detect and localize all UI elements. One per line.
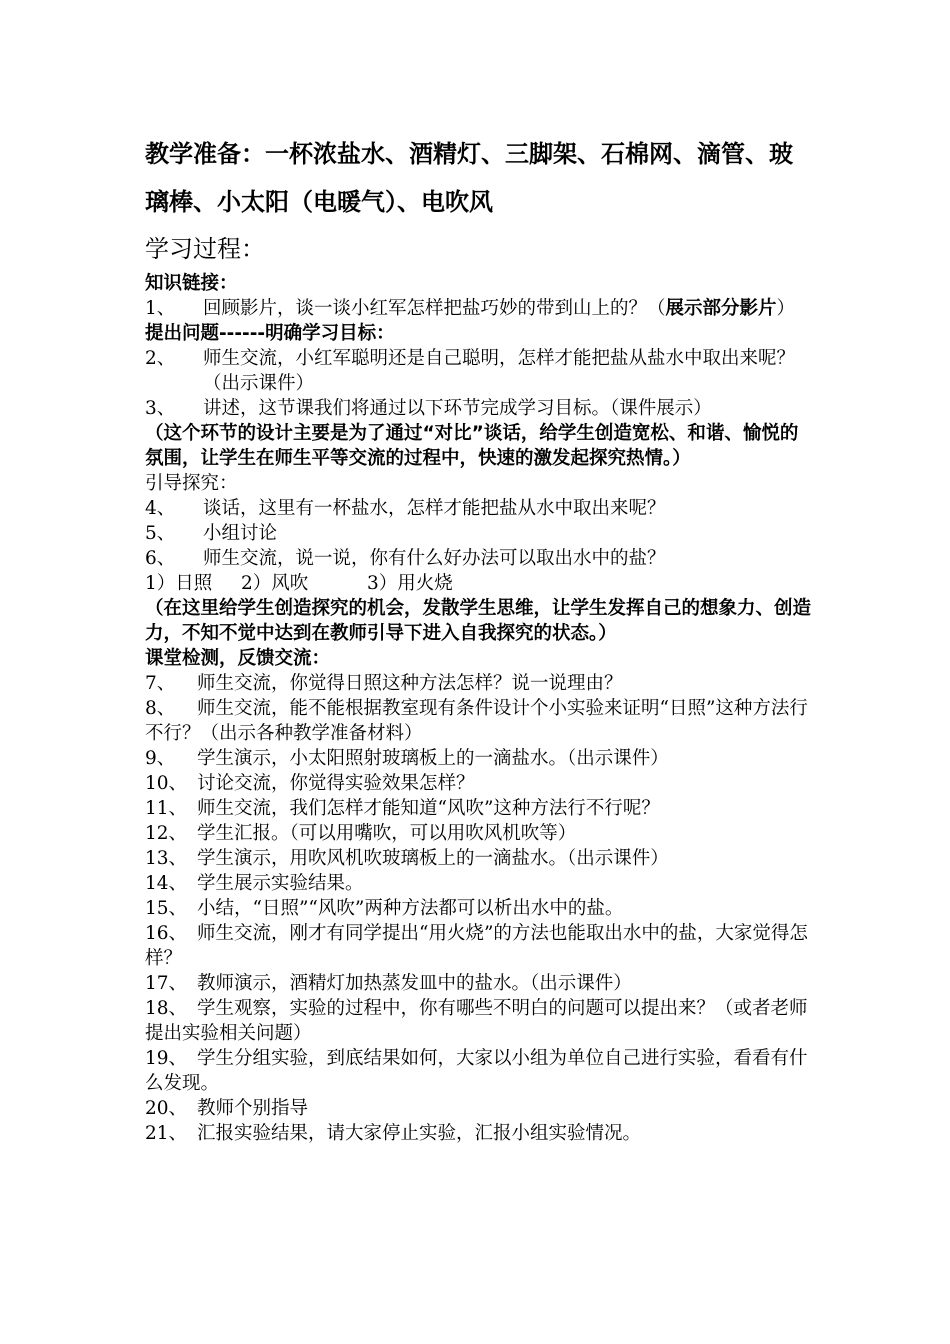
check-heading: 课堂检测，反馈交流： bbox=[145, 648, 331, 669]
item-text: 师生交流，小红军聪明还是自己聪明，怎样才能把盐从盐水中取出来呢？（出示课件） bbox=[203, 348, 796, 394]
answer-sun: 1）日照 bbox=[145, 573, 213, 594]
list-item: 8、 师生交流，能不能根据教室现有条件设计个小实验来证明“日照”这种方法行不行？（出示各种教学准备材料） bbox=[145, 698, 808, 744]
list-item: 18、 学生观察，实验的过程中，你有哪些不明白的问题可以提出来？（或者老师提出实验相关问题） bbox=[145, 998, 808, 1044]
list-item bbox=[145, 521, 813, 546]
list-item: 20、 教师个别指导 bbox=[145, 1098, 309, 1119]
knowledge-link-heading: 知识链接： bbox=[145, 273, 238, 294]
item-number: 4、 bbox=[145, 498, 176, 519]
item-number: 5、 bbox=[145, 523, 176, 544]
item-number: 2、 bbox=[145, 348, 176, 369]
item-text: 回顾影片，谈一谈小红军怎样把盐巧妙的带到山上的？（展示部分影片） bbox=[203, 298, 796, 319]
lesson-body bbox=[145, 271, 813, 1146]
item-text: 谈话，这里有一杯盐水，怎样才能把盐从水中取出来呢？ bbox=[203, 498, 666, 519]
item-text: 小组讨论 bbox=[203, 523, 278, 544]
list-item: 14、 学生展示实验结果。 bbox=[145, 873, 364, 894]
list-item bbox=[145, 396, 813, 421]
list-item: 11、 师生交流，我们怎样才能知道“风吹”这种方法行不行呢？ bbox=[145, 798, 660, 819]
question-heading: 提出问题------明确学习目标： bbox=[145, 323, 395, 344]
list-item bbox=[145, 546, 813, 571]
item-number: 1、 bbox=[145, 298, 176, 319]
list-item: 19、 学生分组实验，到底结果如何，大家以小组为单位自己进行实验，看看有什么发现。 bbox=[145, 1048, 808, 1094]
list-item: 13、 学生演示，用吹风机吹玻璃板上的一滴盐水。（出示课件） bbox=[145, 848, 669, 869]
list-item: 21、 汇报实验结果，请大家停止实验，汇报小组实验情况。 bbox=[145, 1123, 642, 1144]
list-item: 15、 小结，“日照”“风吹”两种方法都可以析出水中的盐。 bbox=[145, 898, 624, 919]
item-text: 讲述，这节课我们将通过以下环节完成学习目标。（课件展示） bbox=[203, 398, 712, 419]
design-note-2: （在这里给学生创造探究的机会，发散学生思维，让学生发挥自己的想象力、创造力，不知不觉中达到在教师引导下进入自我探究的状态。） bbox=[145, 598, 812, 644]
list-item: 10、 讨论交流，你觉得实验效果怎样？ bbox=[145, 773, 475, 794]
list-item: 17、 教师演示，酒精灯加热蒸发皿中的盐水。（出示课件） bbox=[145, 973, 632, 994]
answer-wind: 2）风吹 bbox=[241, 573, 309, 594]
list-item: 7、 师生交流，你觉得日照这种方法怎样？说一说理由？ bbox=[145, 673, 623, 694]
explore-heading: 引导探究： bbox=[145, 473, 238, 494]
item-number: 3、 bbox=[145, 398, 176, 419]
method-answers bbox=[145, 571, 813, 596]
list-item: 16、 师生交流，刚才有同学提出“用火烧”的方法也能取出水中的盐，大家觉得怎样？ bbox=[145, 923, 808, 969]
list-item bbox=[145, 296, 813, 321]
design-note-1: （这个环节的设计主要是为了通过“对比”谈话，给学生创造宽松、和谐、愉悦的氛围，让学生在师生平等交流的过程中，快速的激发起探究热情。） bbox=[145, 423, 799, 469]
teaching-preparation: 教学准备：一杯浓盐水、酒精灯、三脚架、石棉网、滴管、玻璃棒、小太阳（电暖气）、电吹风 bbox=[145, 140, 793, 216]
list-item bbox=[145, 346, 813, 396]
item-number: 6、 bbox=[145, 548, 176, 569]
list-item: 9、 学生演示，小太阳照射玻璃板上的一滴盐水。（出示课件） bbox=[145, 748, 669, 769]
item-text: 师生交流，说一说，你有什么好办法可以取出水中的盐？ bbox=[203, 548, 666, 569]
learning-process-heading: 学习过程： bbox=[145, 235, 265, 263]
list-item: 12、 学生汇报。（可以用嘴吹，可以用吹风机吹等） bbox=[145, 823, 577, 844]
answer-fire: 3）用火烧 bbox=[367, 573, 453, 594]
list-item bbox=[145, 496, 813, 521]
